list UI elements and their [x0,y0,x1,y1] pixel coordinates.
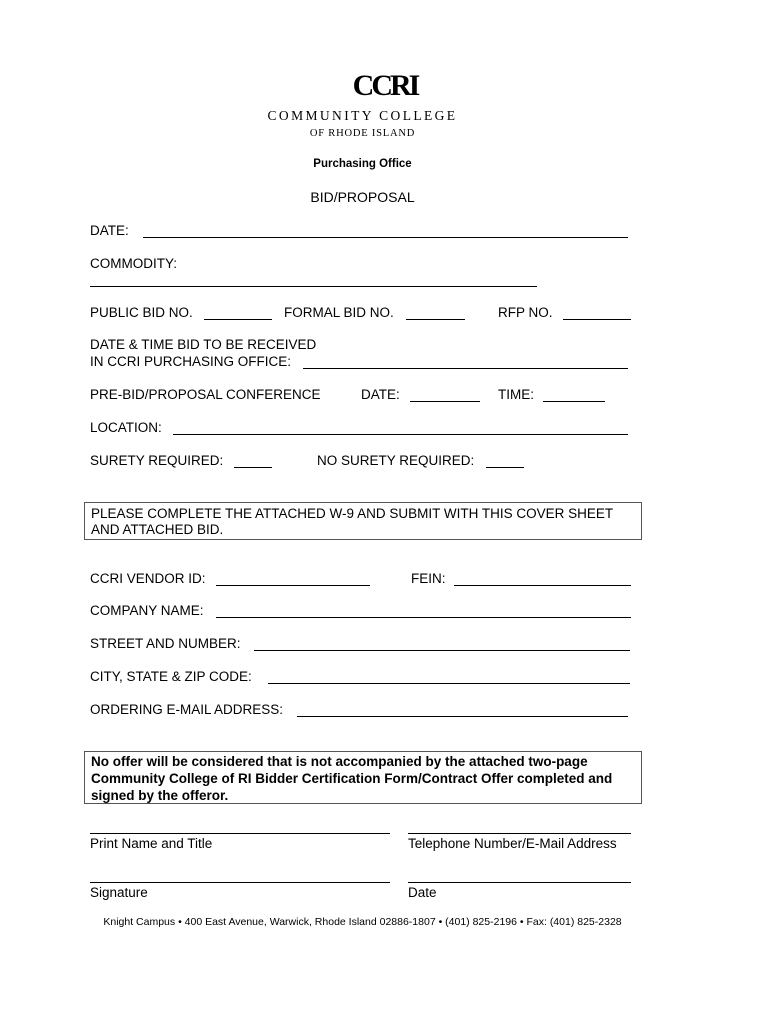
public-bid-field[interactable] [204,319,272,320]
company-name-label: COMPANY NAME: [90,603,204,618]
print-name-label: Print Name and Title [90,836,213,851]
office-name: Purchasing Office [313,158,412,170]
no-surety-field[interactable] [486,467,524,468]
city-state-zip-field[interactable] [268,683,630,684]
street-field[interactable] [254,650,630,651]
telephone-email-field[interactable] [408,833,631,834]
commodity-field[interactable] [90,286,537,287]
rfp-label: RFP NO. [498,305,553,320]
location-label: LOCATION: [90,420,162,435]
fein-field[interactable] [454,585,631,586]
signature-date-label: Date [408,885,437,900]
signature-field[interactable] [90,882,390,883]
ccri-logo: CCRI [352,69,418,102]
date-field[interactable] [143,237,628,238]
formal-bid-field[interactable] [406,319,465,320]
form-title: BID/PROPOSAL [310,189,415,205]
commodity-label: COMMODITY: [90,256,177,271]
vendor-id-label: CCRI VENDOR ID: [90,571,206,586]
college-subtitle: OF RHODE ISLAND [309,128,416,139]
ordering-email-field[interactable] [297,716,628,717]
prebid-date-label: DATE: [361,387,400,402]
no-surety-label: NO SURETY REQUIRED: [317,453,475,468]
prebid-date-field[interactable] [410,401,480,402]
street-label: STREET AND NUMBER: [90,636,241,651]
date-time-label-line1: DATE & TIME BID TO BE RECEIVED [90,337,317,352]
prebid-time-label: TIME: [498,387,534,402]
telephone-email-label: Telephone Number/E-Mail Address [408,836,617,851]
signature-label: Signature [90,885,148,900]
fein-label: FEIN: [411,571,446,586]
city-state-zip-label: CITY, STATE & ZIP CODE: [90,669,252,684]
location-field[interactable] [173,434,628,435]
w9-notice-box [84,502,642,540]
public-bid-label: PUBLIC BID NO. [90,305,193,320]
surety-field[interactable] [234,467,272,468]
college-name: COMMUNITY COLLEGE [267,108,458,123]
offer-notice-box [84,751,642,804]
prebid-time-field[interactable] [543,401,605,402]
offer-notice-text: No offer will be considered that is not accompanied by the attached two-page Community College of RI Bidder Certification Form/Contract Offer completed and signed by the offeror. [91,754,613,803]
date-time-field[interactable] [303,368,628,369]
rfp-field[interactable] [563,319,631,320]
date-time-label-line2: IN CCRI PURCHASING OFFICE: [90,354,292,369]
surety-label: SURETY REQUIRED: [90,453,224,468]
footer-address: Knight Campus • 400 East Avenue, Warwick, Rhode Island 02886-1807 • (401) 825-2196 • Fax: (401) 825-2328 [103,916,622,928]
company-name-field[interactable] [216,617,631,618]
vendor-id-field[interactable] [216,585,370,586]
signature-date-field[interactable] [408,882,631,883]
prebid-label: PRE-BID/PROPOSAL CONFERENCE [90,387,321,402]
w9-notice-text: PLEASE COMPLETE THE ATTACHED W-9 AND SUBMIT WITH THIS COVER SHEET AND ATTACHED BID. [91,506,613,537]
ordering-email-label: ORDERING E-MAIL ADDRESS: [90,702,284,717]
print-name-field[interactable] [90,833,390,834]
date-label: DATE: [90,223,129,238]
formal-bid-label: FORMAL BID NO. [284,305,394,320]
